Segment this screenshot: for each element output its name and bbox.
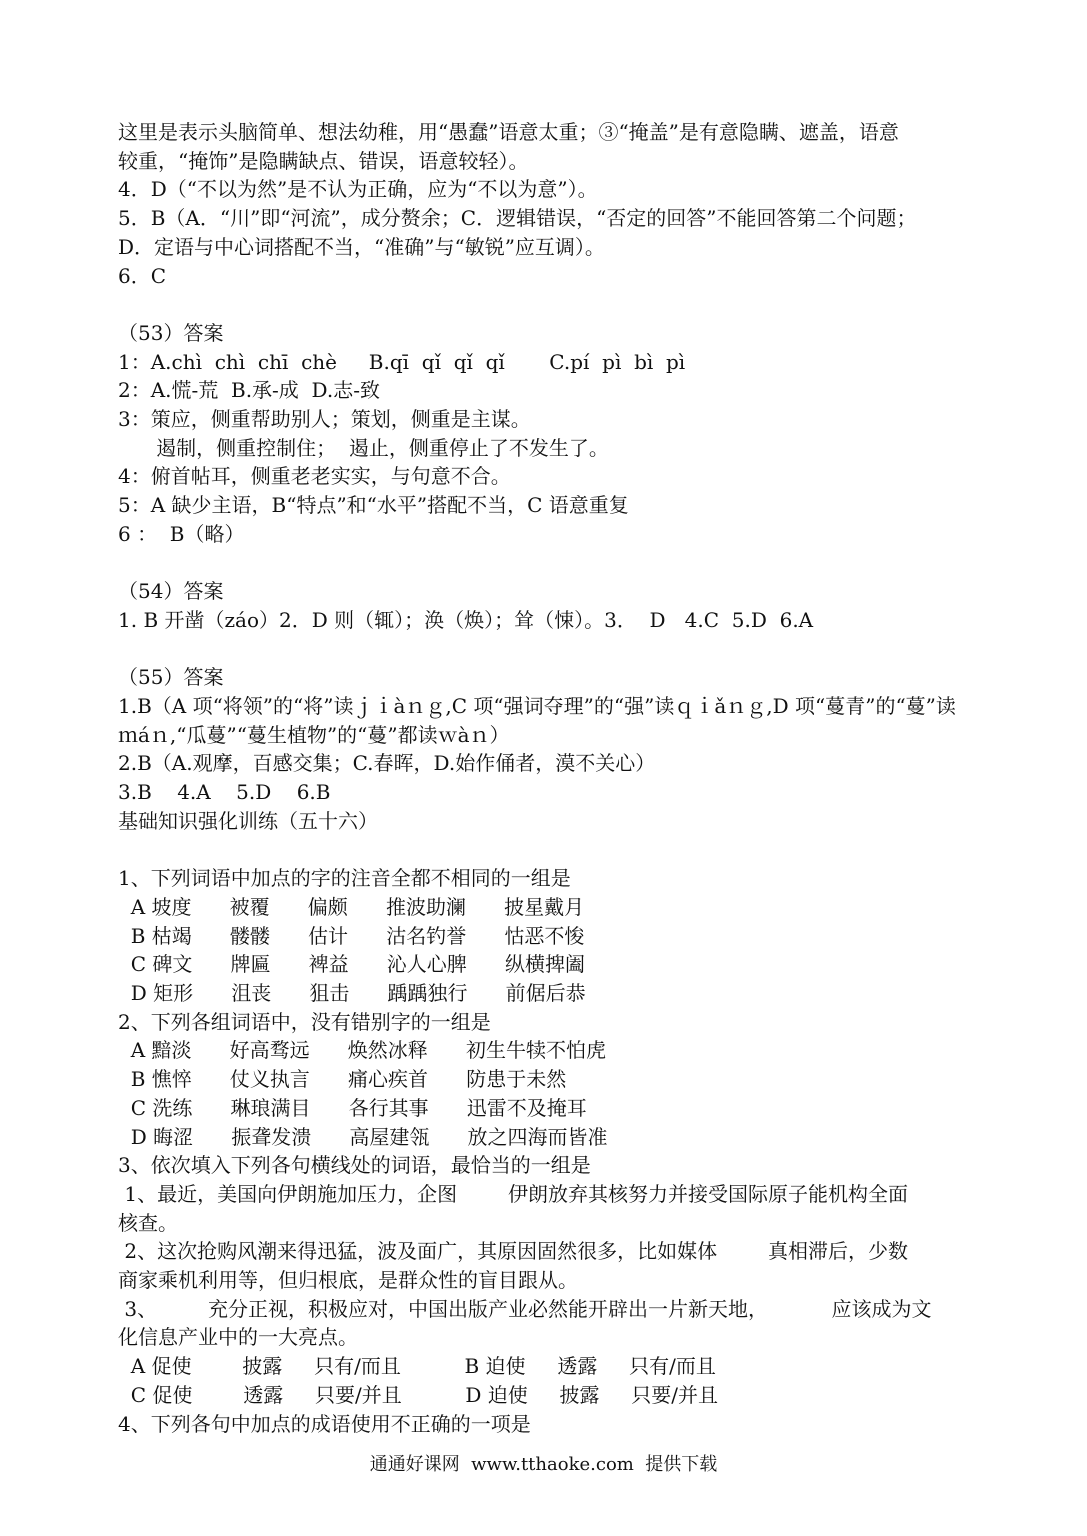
text-line: 核查。: [118, 1210, 178, 1235]
text-line: （53）答案: [118, 320, 224, 345]
text-line: 1：A.chì chì chī chè B.qī qǐ qǐ qǐ C.pí pì bì pì: [118, 349, 686, 374]
text-line: 1.B（A 项“将领”的“将”读ｊｉàｎｇ,C 项“强词夺理”的“强”读ｑｉǎｎｇ,D 项“蔓青”的“蔓”读: [118, 694, 956, 718]
text-line: [118, 290, 988, 318]
text-line: [118, 635, 988, 663]
text-line: B 枯竭 髅髅 估计 沽名钓誉 怙恶不悛: [118, 923, 585, 948]
text-line: [118, 836, 988, 864]
text-line: 4、下列各句中加点的成语使用不正确的一项是: [118, 1411, 531, 1436]
text-line: C 碑文 牌匾 裨益 沁人心脾 纵横捭阖: [118, 952, 585, 977]
text-line: 3、 充分正视，积极应对，中国出版产业必然能开辟出一片新天地， 应该成为文: [118, 1296, 932, 1321]
text-line: 6 ： B（略）: [118, 521, 245, 546]
text-line: 遏制，侧重控制住； 遏止，侧重停止了不发生了。: [118, 435, 609, 460]
text-line: 1、下列词语中加点的字的注音全都不相同的一组是: [118, 866, 571, 891]
footer-text: 通通好课网 www.tthaoke.com 提供下载: [369, 1454, 718, 1475]
text-line: [118, 549, 988, 577]
text-line: （54）答案: [118, 579, 224, 604]
text-line: 1. B 开凿（záo）2．D 则（辄）；涣（焕）；耸（悚）。3． D 4.C 5.D 6.A: [118, 607, 814, 632]
text-line: 3：策应，侧重帮助别人；策划，侧重是主谋。: [118, 407, 531, 431]
text-line: D 矩形 沮丧 狙击 踽踽独行 前倨后恭: [118, 981, 586, 1005]
text-line: ｍáｎ,“瓜蔓”“蔓生植物”的“蔓”都读ｗàｎ）: [118, 722, 510, 747]
text-line: A 坡度 被覆 偏颇 推波助澜 披星戴月: [118, 894, 585, 919]
text-line: 这里是表示头脑简单、想法幼稚，用“愚蠢”语意太重；③“掩盖”是有意隐瞒、遮盖，语意: [118, 120, 899, 144]
text-line: （55）答案: [118, 665, 224, 690]
text-line: 2：A.慌-荒 B.承-成 D.志-致: [118, 378, 380, 403]
text-line: 化信息产业中的一大亮点。: [118, 1325, 358, 1350]
text-line: 3、依次填入下列各句横线处的词语，最恰当的一组是: [118, 1153, 591, 1178]
text-line: 基础知识强化训练（五十六）: [118, 808, 378, 833]
text-line: 2、下列各组词语中，没有错别字的一组是: [118, 1009, 491, 1034]
text-line: 商家乘机利用等，但归根底，是群众性的盲目跟从。: [118, 1268, 578, 1292]
text-line: D．定语与中心词搭配不当，“准确”与“敏锐”应互调）。: [118, 234, 605, 259]
text-line: C 促使 透露 只要/并且 D 迫使 披露 只要/并且: [118, 1382, 719, 1407]
text-line: 4．D（“不以为然”是不认为正确，应为“不以为意”）。: [118, 177, 598, 202]
text-line: 2、这次抢购风潮来得迅猛，波及面广，其原因固然很多，比如媒体 真相滞后，少数: [118, 1239, 908, 1264]
text-line: D 晦涩 振聋发溃 高屋建瓴 放之四海而皆准: [118, 1124, 608, 1149]
text-line: 3.B 4.A 5.D 6.B: [118, 780, 331, 805]
text-line: 5．B（A．“川”即“河流”，成分赘余；C．逻辑错误，“否定的回答”不能回答第二个问题；: [118, 206, 917, 231]
text-line: A 黯淡 好高骛远 焕然冰释 初生牛犊不怕虎: [118, 1038, 606, 1063]
text-line: A 促使 披露 只有/而且 B 迫使 透露 只有/而且: [118, 1354, 716, 1379]
text-line: B 憔悴 仗义执言 痛心疾首 防患于未然: [118, 1067, 567, 1092]
text-line: 4：俯首帖耳，侧重老老实实，与句意不合。: [118, 464, 511, 489]
text-line: 较重，“掩饰”是隐瞒缺点、错误，语意较轻）。: [118, 148, 529, 173]
text-line: 1、最近，美国向伊朗施加压力，企图 伊朗放弃其核努力并接受国际原子能机构全面: [118, 1181, 908, 1206]
text-line: 5：A 缺少主语，B“特点”和“水平”搭配不当，C 语意重复: [118, 493, 629, 518]
text-line: C 洗练 琳琅满目 各行其事 迅雷不及掩耳: [118, 1095, 587, 1120]
text-line: 2.B（A.观摩，百感交集；C.春晖，D.始作俑者，漠不关心）: [118, 751, 656, 776]
text-line: 6．C: [118, 263, 167, 288]
